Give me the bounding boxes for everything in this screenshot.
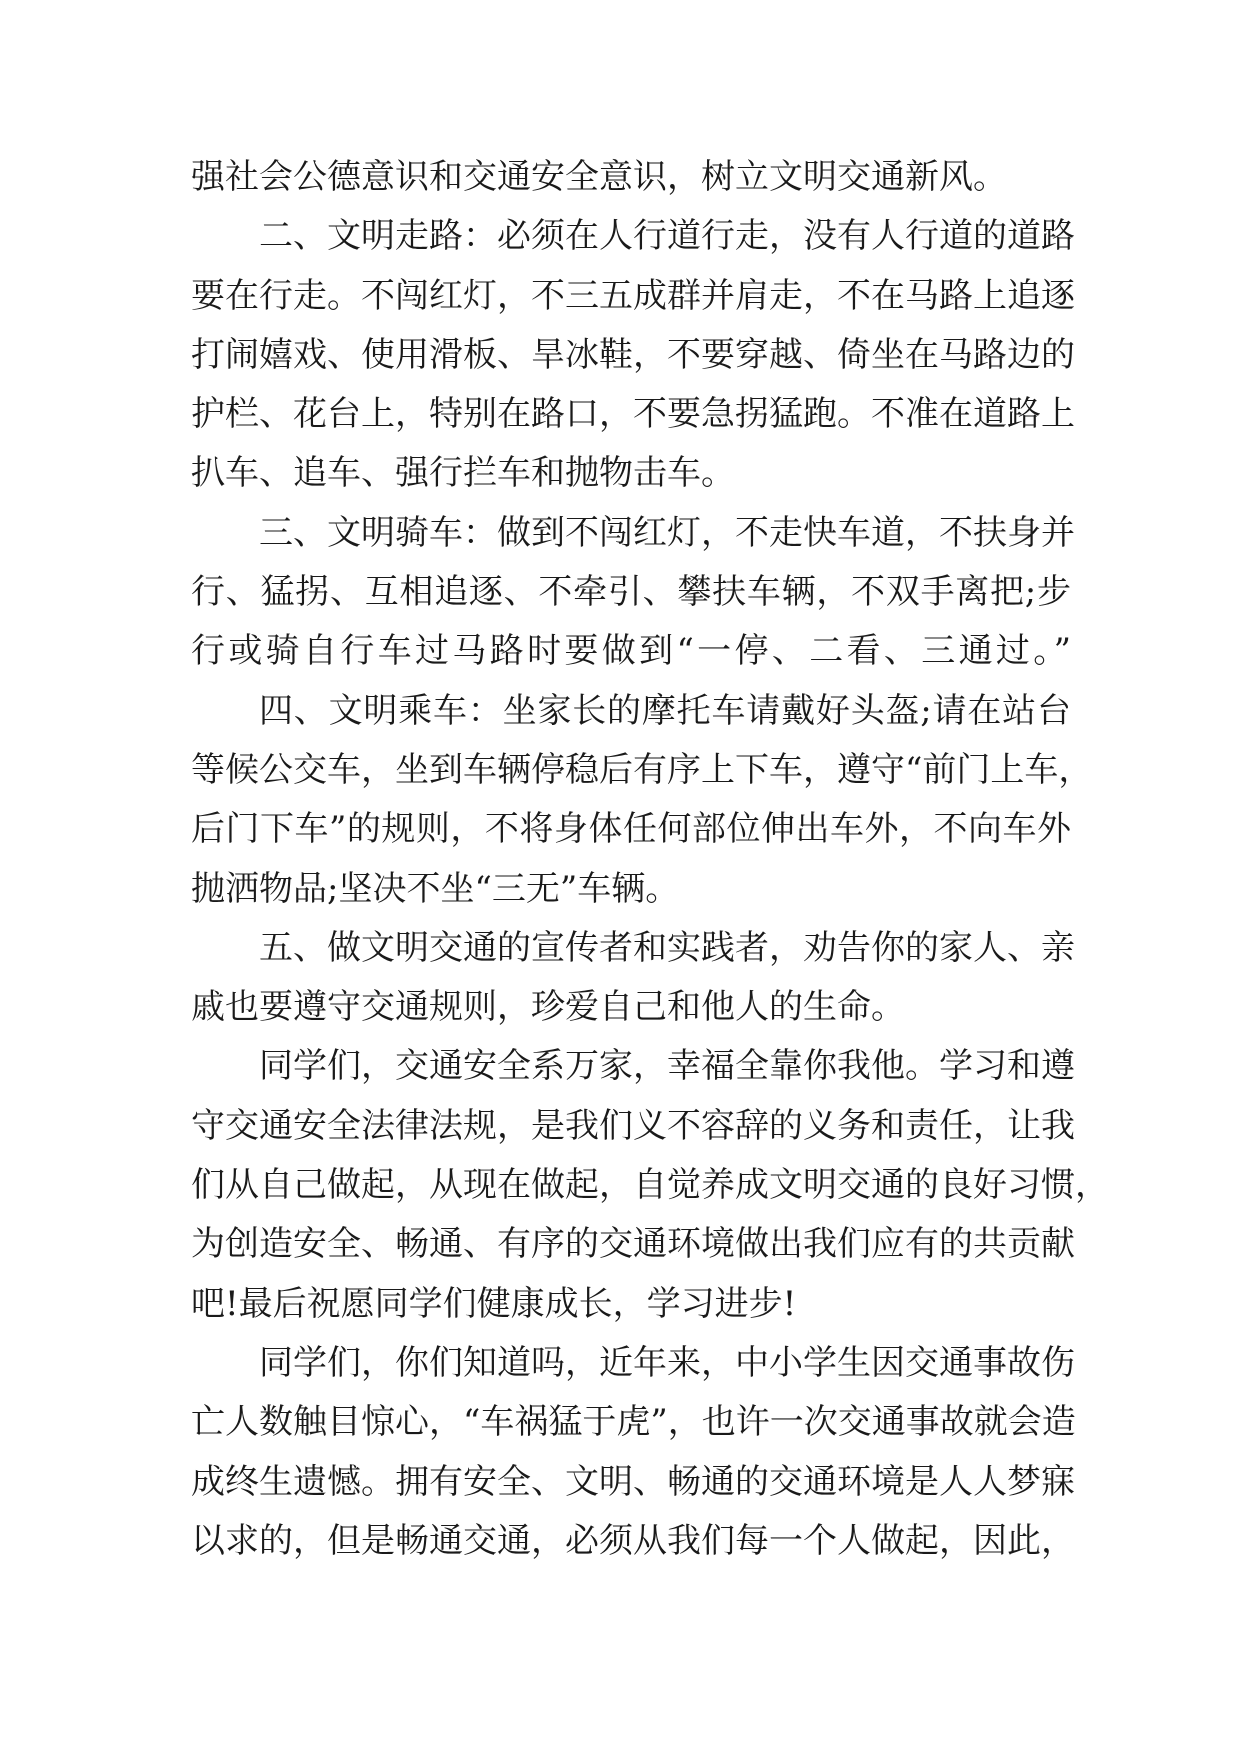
text-line: 后门下车”的规则，不将身体任何部位伸出车外，不向车外 (191, 809, 1071, 850)
text-line: 亡人数触目惊心，“车祸猛于虎”，也许一次交通事故就会造 (191, 1402, 1076, 1443)
text-line: 戚也要遵守交通规则，珍爱自己和他人的生命。 (191, 987, 905, 1028)
text-line: 强社会公德意识和交通安全意识，树立文明交通新风。 (191, 157, 1007, 197)
text-line: 等候公交车，坐到车辆停稳后有序上下车，遵守“前门上车， (191, 749, 1093, 790)
document-body (191, 148, 1109, 1571)
text-line: 为创造安全、畅通、有序的交通环境做出我们应有的共贡献 (191, 1224, 1075, 1265)
text-line: 抛洒物品;坚决不坐“三无”车辆。 (191, 868, 680, 909)
text-line: 守交通安全法律法规，是我们义不容辞的义务和责任，让我 (191, 1105, 1075, 1146)
text-line: 成终生遗憾。拥有安全、文明、畅通的交通环境是人人梦寐 (191, 1461, 1075, 1502)
text-line: 打闹嬉戏、使用滑板、旱冰鞋，不要穿越、倚坐在马路边的 (191, 334, 1075, 375)
paragraph-first-line: 四、文明乘车：坐家长的摩托车请戴好头盔;请在站台 (259, 690, 1071, 731)
text-line: 护栏、花台上，特别在路口，不要急拐猛跑。不准在道路上 (191, 394, 1075, 435)
text-line: 吧!最后祝愿同学们健康成长，学习进步! (191, 1283, 797, 1324)
text-line: 要在行走。不闯红灯，不三五成群并肩走，不在马路上追逐 (191, 275, 1075, 316)
text-line: 们从自己做起，从现在做起，自觉养成文明交通的良好习惯， (191, 1165, 1109, 1206)
text-line: 扒车、追车、强行拦车和抛物击车。 (191, 453, 735, 494)
text-line: 行、猛拐、互相追逐、不牵引、攀扶车辆，不双手离把;步 (191, 572, 1071, 613)
paragraph-first-line: 三、文明骑车：做到不闯红灯，不走快车道，不扶身并 (259, 512, 1075, 553)
text-line: 以求的，但是畅通交通，必须从我们每一个人做起，因此， (191, 1520, 1075, 1561)
paragraph-first-line: 同学们，你们知道吗，近年来，中小学生因交通事故伤 (259, 1342, 1075, 1383)
paragraph-first-line: 二、文明走路：必须在人行道行走，没有人行道的道路 (259, 216, 1075, 257)
paragraph-first-line: 五、做文明交通的宣传者和实践者，劝告你的家人、亲 (259, 927, 1075, 968)
paragraph-first-line: 同学们，交通安全系万家，幸福全靠你我他。学习和遵 (259, 1046, 1075, 1087)
text-line: 行或骑自行车过马路时要做到“一停、二看、三通过。” (191, 631, 1071, 672)
